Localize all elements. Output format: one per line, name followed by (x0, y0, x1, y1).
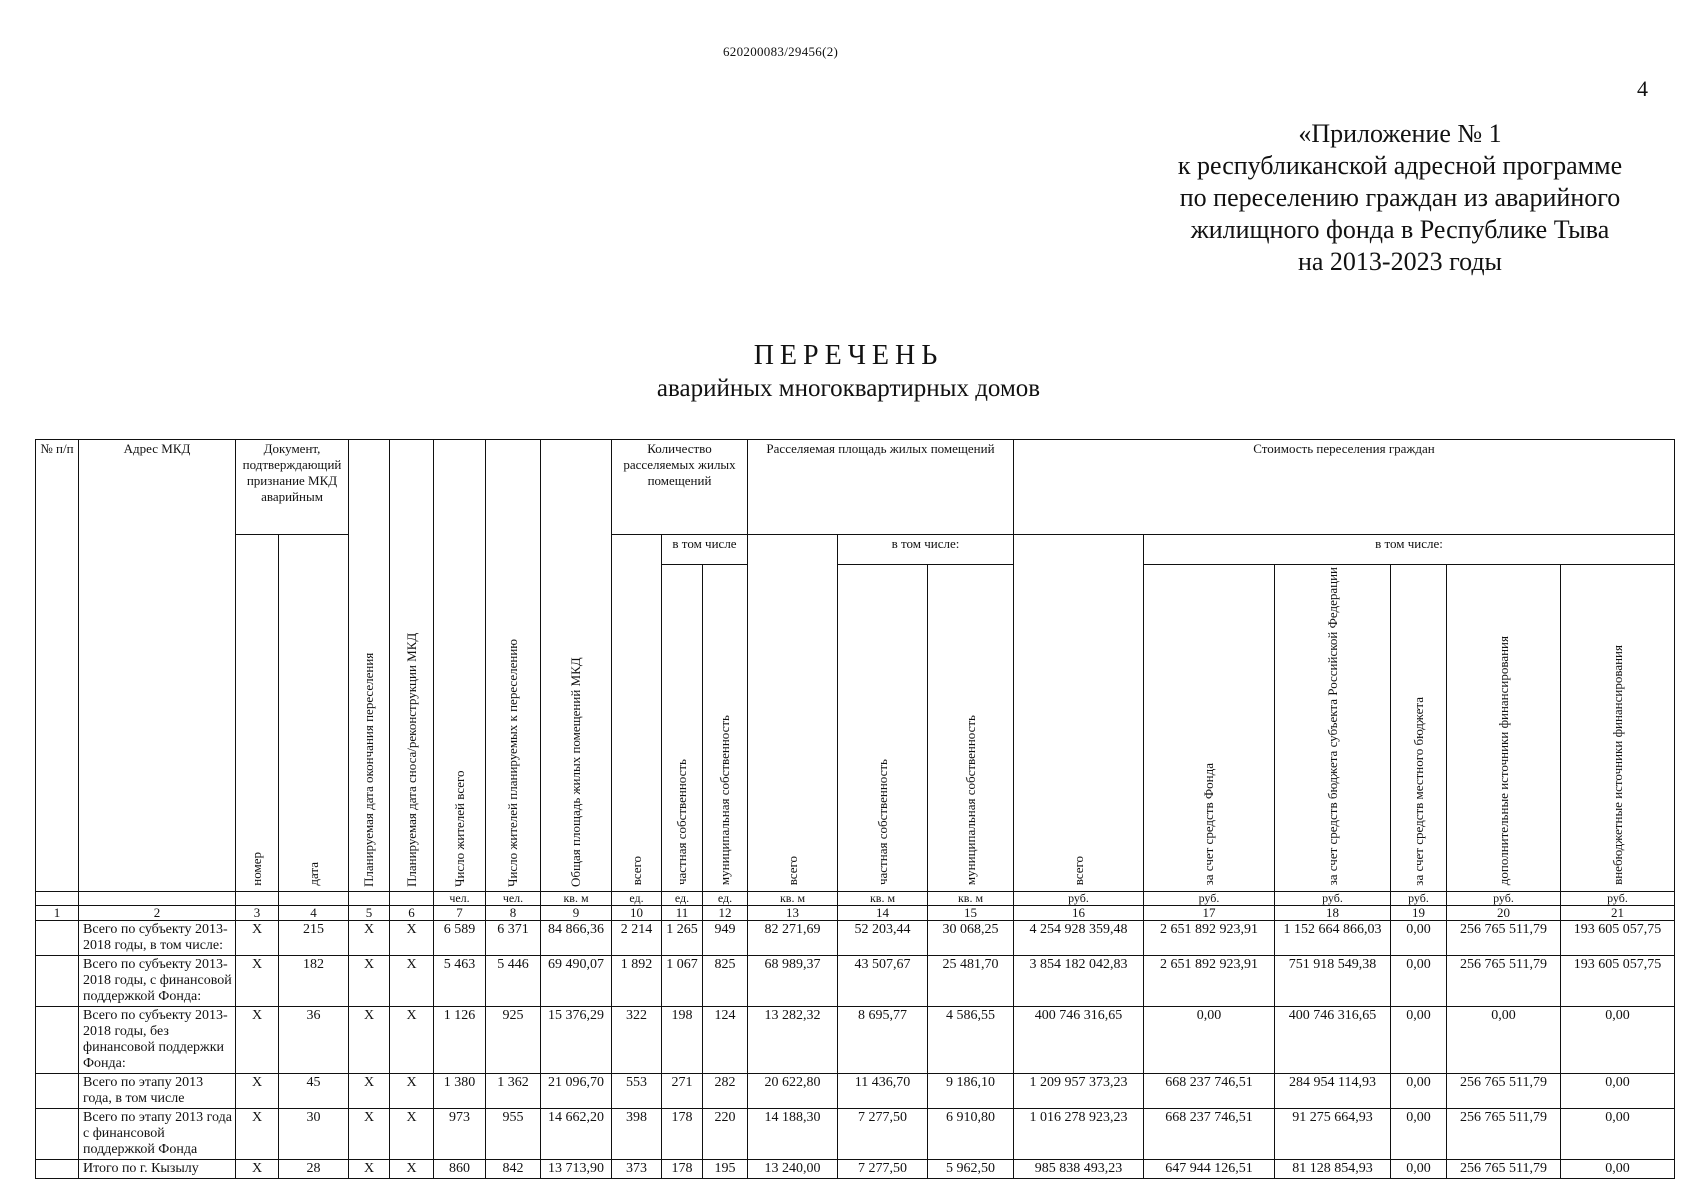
table-row-cell: Всего по субъекту 2013-2018 годы, с финансовой поддержкой Фонда: (79, 956, 236, 1007)
document-title: ПЕРЕЧЕНЬ (753, 340, 944, 371)
table-row-cell: 220 (703, 1109, 748, 1160)
page-number: 4 (1637, 76, 1648, 101)
table-row-cell: 1 892 (612, 956, 662, 1007)
table-row-cell: 6 371 (486, 921, 541, 956)
table-row-cell: X (390, 1074, 434, 1109)
table-row-cell: 30 (279, 1109, 349, 1160)
units-row-cell: руб. (1447, 892, 1561, 906)
table-row-cell: X (349, 1109, 390, 1160)
table-row-cell: 13 713,90 (541, 1160, 612, 1179)
table-row-cell (36, 1109, 79, 1160)
header-document: Документ, подтверждающий признание МКД аварийным (236, 440, 349, 535)
table-row-cell: X (236, 1109, 279, 1160)
table-row-cell: 825 (703, 956, 748, 1007)
header-num: № п/п (36, 440, 79, 892)
units-row-cell: руб. (1391, 892, 1447, 906)
units-row-cell (36, 892, 79, 906)
table-row-cell: Всего по субъекту 2013-2018 годы, в том числе: (79, 921, 236, 956)
header-cost-subject-budget: за счет средств бюджета субъекта Российской Федерации (1275, 565, 1391, 892)
column-number-row-cell: 16 (1014, 906, 1144, 921)
column-number-row-cell: 4 (279, 906, 349, 921)
table-row-cell (36, 1160, 79, 1179)
table-row-cell: 6 910,80 (928, 1109, 1014, 1160)
column-number-row-cell: 1 (36, 906, 79, 921)
table-row-cell: 182 (279, 956, 349, 1007)
table-row-cell: 0,00 (1561, 1074, 1675, 1109)
table-row-cell: 15 376,29 (541, 1007, 612, 1074)
header-planned-end: Планируемая дата окончания переселения (349, 440, 390, 892)
units-row-cell (79, 892, 236, 906)
header-doc-number: номер (236, 535, 279, 892)
units-row (36, 892, 1675, 906)
column-number-row-cell: 7 (434, 906, 486, 921)
table-row-cell: 5 446 (486, 956, 541, 1007)
table-row-cell (36, 1007, 79, 1074)
table-row (36, 1160, 1675, 1179)
header-rooms-in-number: в том числе (662, 535, 748, 565)
table-row-cell: X (349, 1074, 390, 1109)
appendix-line: к республиканской адресной программе (1177, 151, 1623, 180)
table-row-cell: 178 (662, 1160, 703, 1179)
table-row-cell: 0,00 (1391, 1074, 1447, 1109)
table-row-cell: 215 (279, 921, 349, 956)
table-row-cell: 0,00 (1447, 1007, 1561, 1074)
units-row-cell: кв. м (838, 892, 928, 906)
table-row-cell: 124 (703, 1007, 748, 1074)
units-row-cell: ед. (612, 892, 662, 906)
table-row-cell: 860 (434, 1160, 486, 1179)
units-row-cell (236, 892, 279, 906)
table-row-cell: 1 016 278 923,23 (1014, 1109, 1144, 1160)
column-number-row-cell: 21 (1561, 906, 1675, 921)
table-row-cell: 14 188,30 (748, 1109, 838, 1160)
table-row-cell: 193 605 057,75 (1561, 921, 1675, 956)
table-row-cell: X (236, 1074, 279, 1109)
table-row-cell: 373 (612, 1160, 662, 1179)
table-row-cell: 84 866,36 (541, 921, 612, 956)
table-row-cell: 43 507,67 (838, 956, 928, 1007)
table-row-cell: 21 096,70 (541, 1074, 612, 1109)
header-area-total: всего (748, 535, 838, 892)
column-number-row-cell: 20 (1447, 906, 1561, 921)
table-row-cell: 0,00 (1561, 1109, 1675, 1160)
table-row-cell: 256 765 511,79 (1447, 956, 1561, 1007)
table-row-cell: 11 436,70 (838, 1074, 928, 1109)
units-row-cell (349, 892, 390, 906)
table-row-cell: X (349, 956, 390, 1007)
header-area-relocated: Расселяемая площадь жилых помещений (748, 440, 1014, 535)
table-row-cell: 1 380 (434, 1074, 486, 1109)
table-row-cell: X (236, 1160, 279, 1179)
table-row-cell: 400 746 316,65 (1275, 1007, 1391, 1074)
appendix-line: жилищного фонда в Республике Тыва (1190, 215, 1610, 244)
table-row-cell: 0,00 (1561, 1160, 1675, 1179)
header-cost-fund: за счет средств Фонда (1144, 565, 1275, 892)
table-row-cell: 973 (434, 1109, 486, 1160)
units-row-cell (279, 892, 349, 906)
column-number-row-cell: 3 (236, 906, 279, 921)
table-row-cell: 949 (703, 921, 748, 956)
header-rooms-count: Количество расселяемых жилых помещений (612, 440, 748, 535)
units-row-cell: кв. м (928, 892, 1014, 906)
table-row-cell: 256 765 511,79 (1447, 1109, 1561, 1160)
appendix-heading (1150, 118, 1650, 278)
table-row-cell: 68 989,37 (748, 956, 838, 1007)
table-row-cell: 198 (662, 1007, 703, 1074)
table-row-cell: 14 662,20 (541, 1109, 612, 1160)
table-row-cell: 5 962,50 (928, 1160, 1014, 1179)
table-row-cell: 9 186,10 (928, 1074, 1014, 1109)
table-row-cell: 668 237 746,51 (1144, 1074, 1275, 1109)
table-row-cell: 1 265 (662, 921, 703, 956)
table-row-cell: Всего по субъекту 2013-2018 годы, без финансовой поддержки Фонда: (79, 1007, 236, 1074)
table-row (36, 956, 1675, 1007)
table-row-cell: 842 (486, 1160, 541, 1179)
appendix-line: на 2013-2023 годы (1297, 247, 1503, 276)
header-residents-total: Число жителей всего (434, 440, 486, 892)
column-number-row-cell: 2 (79, 906, 236, 921)
table-row-cell: 7 277,50 (838, 1160, 928, 1179)
table-row-cell: 256 765 511,79 (1447, 1074, 1561, 1109)
table-row-cell: X (390, 1160, 434, 1179)
table-row-cell: 25 481,70 (928, 956, 1014, 1007)
table-row-cell: 195 (703, 1160, 748, 1179)
units-row-cell: кв. м (748, 892, 838, 906)
header-rooms-total: всего (612, 535, 662, 892)
table-row-cell: X (349, 1160, 390, 1179)
column-number-row-cell: 12 (703, 906, 748, 921)
table-row-cell: 0,00 (1561, 1007, 1675, 1074)
column-number-row-cell: 8 (486, 906, 541, 921)
table-row-cell: 668 237 746,51 (1144, 1109, 1275, 1160)
table-row-cell: 1 209 957 373,23 (1014, 1074, 1144, 1109)
column-number-row-cell: 9 (541, 906, 612, 921)
header-area-municipal: муниципальная собственность (928, 565, 1014, 892)
header-rooms-municipal: муниципальная собственность (703, 565, 748, 892)
table-row-cell: X (390, 1109, 434, 1160)
table-row-cell: Всего по этапу 2013 года, в том числе (79, 1074, 236, 1109)
units-row-cell (390, 892, 434, 906)
table-row-cell: X (349, 921, 390, 956)
header-cost-extrabudget: внебюджетные источники финансирования (1561, 565, 1675, 892)
table-row-cell: 8 695,77 (838, 1007, 928, 1074)
units-row-cell: руб. (1275, 892, 1391, 906)
table-row-cell: X (390, 956, 434, 1007)
header-area-in-number: в том числе: (838, 535, 1014, 565)
header-address: Адрес МКД (79, 440, 236, 892)
table-row-cell: 30 068,25 (928, 921, 1014, 956)
column-number-row-cell: 5 (349, 906, 390, 921)
header-residents-planned: Число жителей планируемых к переселению (486, 440, 541, 892)
header-planned-demolish: Планируемая дата сноса/реконструкции МКД (390, 440, 434, 892)
table-row-cell: 1 152 664 866,03 (1275, 921, 1391, 956)
column-number-row (36, 906, 1675, 921)
table-row-cell: 178 (662, 1109, 703, 1160)
table-row-cell: 69 490,07 (541, 956, 612, 1007)
header-cost-total: всего (1014, 535, 1144, 892)
table-row-cell: 4 254 928 359,48 (1014, 921, 1144, 956)
table-row-cell: Итого по г. Кызылу (79, 1160, 236, 1179)
table-row-cell: 284 954 114,93 (1275, 1074, 1391, 1109)
table-row-cell: 282 (703, 1074, 748, 1109)
table-row (36, 1007, 1675, 1074)
appendix-line: «Приложение № 1 (1298, 119, 1502, 148)
table-row-cell: X (390, 921, 434, 956)
table-row-cell: 4 586,55 (928, 1007, 1014, 1074)
header-area-private: частная собственность (838, 565, 928, 892)
table-row-cell: 2 651 892 923,91 (1144, 956, 1275, 1007)
header-total-area: Общая площадь жилых помещений МКД (541, 440, 612, 892)
table-row-cell: 6 589 (434, 921, 486, 956)
column-number-row-cell: 14 (838, 906, 928, 921)
table-row-cell: X (236, 1007, 279, 1074)
table-row-cell: Всего по этапу 2013 года с финансовой поддержкой Фонда (79, 1109, 236, 1160)
header-cost-local-budget: за счет средств местного бюджета (1391, 565, 1447, 892)
table-row-cell: 52 203,44 (838, 921, 928, 956)
units-row-cell: руб. (1014, 892, 1144, 906)
column-number-row-cell: 6 (390, 906, 434, 921)
table-row-cell: 36 (279, 1007, 349, 1074)
document-id: 620200083/29456(2) (723, 44, 839, 59)
table-row-cell: 81 128 854,93 (1275, 1160, 1391, 1179)
header-doc-date: дата (279, 535, 349, 892)
table-row-cell: 256 765 511,79 (1447, 1160, 1561, 1179)
table-row-cell: 13 282,32 (748, 1007, 838, 1074)
table-row-cell: 925 (486, 1007, 541, 1074)
units-row-cell: кв. м (541, 892, 612, 906)
table-row-cell: 82 271,69 (748, 921, 838, 956)
header-cost-in-number: в том числе: (1144, 535, 1675, 565)
table-row-cell: 751 918 549,38 (1275, 956, 1391, 1007)
table-row-cell: 193 605 057,75 (1561, 956, 1675, 1007)
table-row-cell: 398 (612, 1109, 662, 1160)
column-number-row-cell: 18 (1275, 906, 1391, 921)
table-row-cell: 0,00 (1391, 1007, 1447, 1074)
table-row-cell: 0,00 (1391, 1160, 1447, 1179)
table-row (36, 1074, 1675, 1109)
table-row-cell: 3 854 182 042,83 (1014, 956, 1144, 1007)
table-row-cell: 28 (279, 1160, 349, 1179)
table-row-cell (36, 921, 79, 956)
column-number-row-cell: 15 (928, 906, 1014, 921)
table-row-cell: 553 (612, 1074, 662, 1109)
appendix-line: по переселению граждан из аварийного (1179, 183, 1621, 212)
table-row-cell: 0,00 (1391, 956, 1447, 1007)
units-row-cell: руб. (1144, 892, 1275, 906)
units-row-cell: чел. (434, 892, 486, 906)
table-row-cell: 0,00 (1391, 921, 1447, 956)
table-row-cell: 1 067 (662, 956, 703, 1007)
table-row (36, 1109, 1675, 1160)
units-row-cell: ед. (703, 892, 748, 906)
table-row-cell: 322 (612, 1007, 662, 1074)
column-number-row-cell: 19 (1391, 906, 1447, 921)
table-row-cell: X (390, 1007, 434, 1074)
table-row-cell: X (236, 921, 279, 956)
table-row-cell: 5 463 (434, 956, 486, 1007)
table-row-cell: 2 651 892 923,91 (1144, 921, 1275, 956)
column-number-row-cell: 11 (662, 906, 703, 921)
units-row-cell: руб. (1561, 892, 1675, 906)
header-cost: Стоимость переселения граждан (1014, 440, 1675, 535)
table-row-cell: 985 838 493,23 (1014, 1160, 1144, 1179)
table-row-cell: 0,00 (1144, 1007, 1275, 1074)
table-row-cell: 20 622,80 (748, 1074, 838, 1109)
table-row-cell: 1 362 (486, 1074, 541, 1109)
table-row-cell: 256 765 511,79 (1447, 921, 1561, 956)
units-row-cell: ед. (662, 892, 703, 906)
table-row-cell: 2 214 (612, 921, 662, 956)
table-row-cell: 13 240,00 (748, 1160, 838, 1179)
table-row-cell: X (349, 1007, 390, 1074)
column-number-row-cell: 17 (1144, 906, 1275, 921)
table-row-cell (36, 956, 79, 1007)
table-row-cell (36, 1074, 79, 1109)
table-row (36, 921, 1675, 956)
housing-table (35, 439, 1675, 1179)
document-subtitle: аварийных многоквартирных домов (656, 375, 1041, 402)
table-row-cell: 271 (662, 1074, 703, 1109)
table-row-cell: 91 275 664,93 (1275, 1109, 1391, 1160)
table-row-cell: 45 (279, 1074, 349, 1109)
table-row-cell: 1 126 (434, 1007, 486, 1074)
table-row-cell: 400 746 316,65 (1014, 1007, 1144, 1074)
table-row-cell: 647 944 126,51 (1144, 1160, 1275, 1179)
column-number-row-cell: 13 (748, 906, 838, 921)
units-row-cell: чел. (486, 892, 541, 906)
table-row-cell: 7 277,50 (838, 1109, 928, 1160)
table-row-cell: 0,00 (1391, 1109, 1447, 1160)
header-cost-additional: дополнительные источники финансирования (1447, 565, 1561, 892)
table-row-cell: X (236, 956, 279, 1007)
table-row-cell: 955 (486, 1109, 541, 1160)
column-number-row-cell: 10 (612, 906, 662, 921)
header-rooms-private: частная собственность (662, 565, 703, 892)
